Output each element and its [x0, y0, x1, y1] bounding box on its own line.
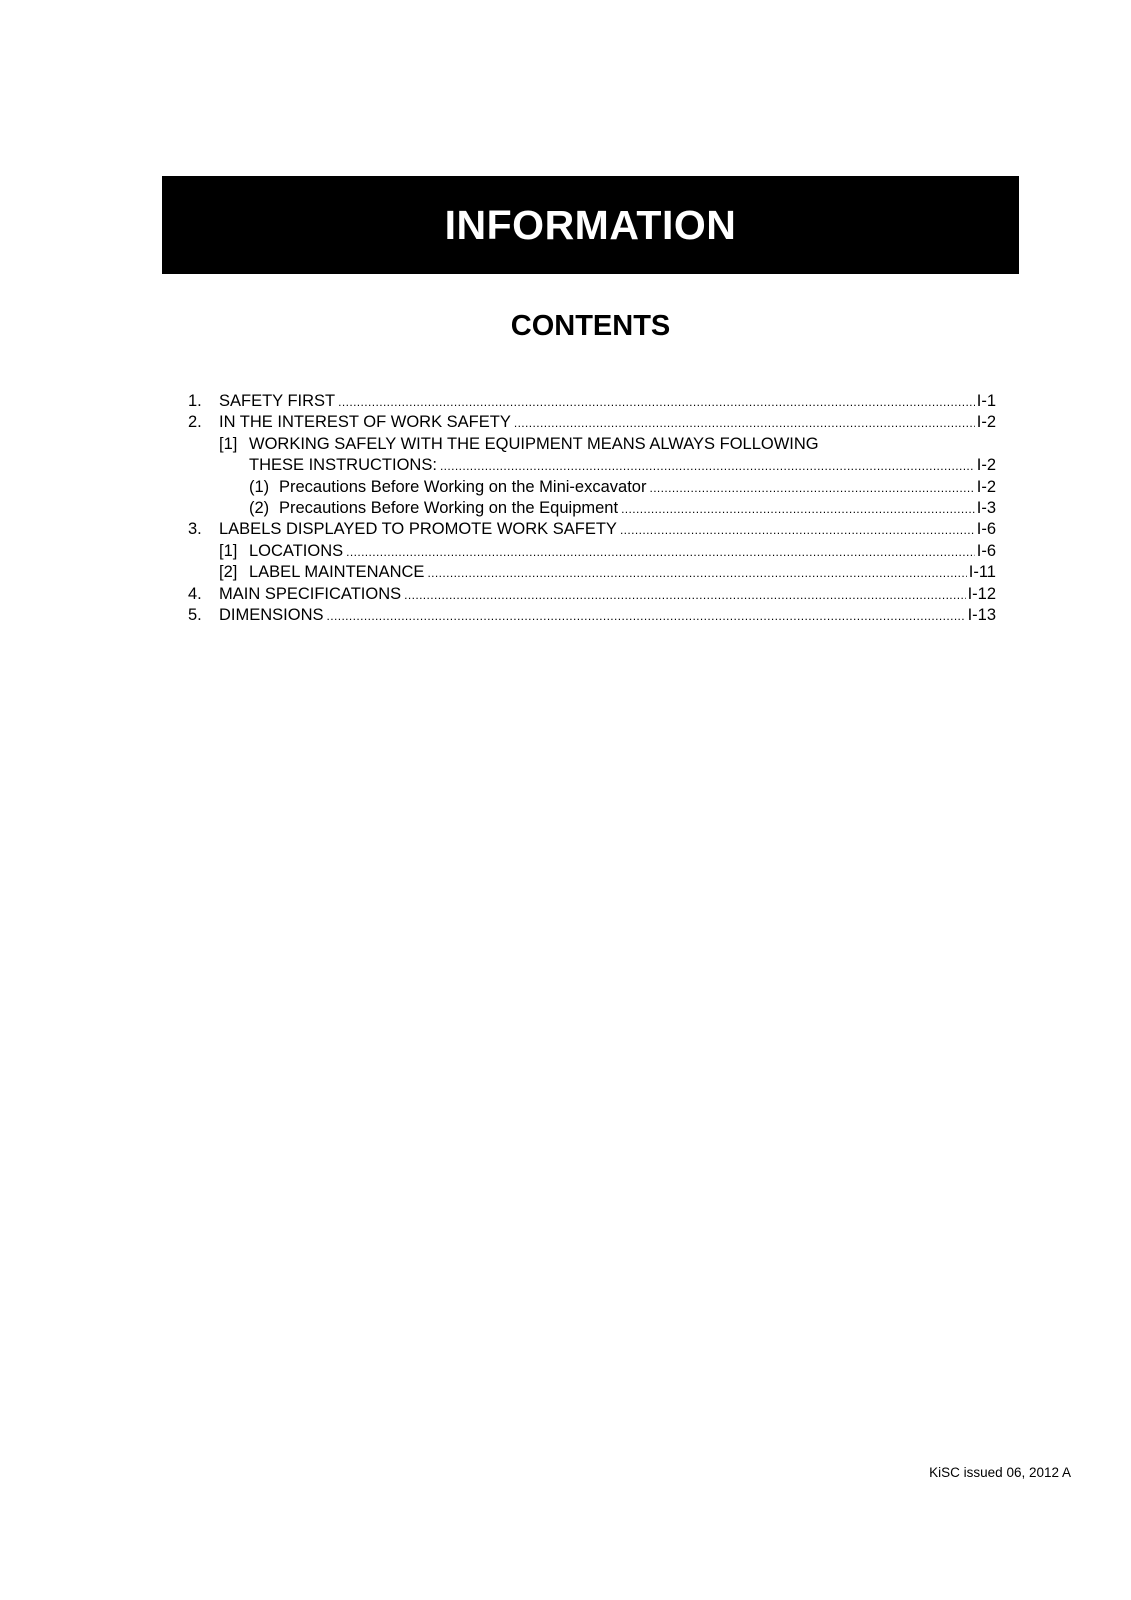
toc-entry-working-safely[interactable] [188, 434, 996, 455]
toc-entry-number: 4. [188, 584, 202, 603]
section-banner [162, 176, 1019, 274]
toc-dot-leader [338, 392, 975, 413]
toc-dot-leader [620, 520, 975, 541]
toc-entry-title: LOCATIONS [249, 541, 344, 560]
contents-heading: CONTENTS [510, 310, 671, 342]
toc-dot-leader [427, 563, 966, 584]
toc-entry-number: (1) [249, 477, 270, 496]
toc-entry-title: SAFETY FIRST [219, 392, 336, 410]
toc-dot-leader [514, 413, 975, 434]
toc-entry-page: I-11 [968, 563, 996, 582]
toc-entry-page: I-2 [976, 413, 996, 432]
toc-entry-number: [1] [219, 434, 238, 453]
toc-dot-leader [649, 478, 974, 499]
toc-entry-page: I-2 [976, 477, 996, 496]
toc-dot-leader [404, 585, 965, 606]
toc-entry-number: [1] [219, 541, 238, 560]
toc-entry-working-safely-continued[interactable] [188, 455, 996, 476]
toc-dot-leader [440, 456, 975, 477]
toc-entry-title: LABEL MAINTENANCE [249, 563, 425, 582]
toc-entry-title: THESE INSTRUCTIONS: [249, 456, 437, 475]
toc-entry-title: MAIN SPECIFICATIONS [219, 584, 402, 603]
toc-entry-title: WORKING SAFELY WITH THE EQUIPMENT MEANS ALWAYS FOLLOWING [249, 434, 819, 453]
toc-entry-page: I-6 [976, 520, 996, 539]
toc-entry-page: I-6 [976, 541, 996, 560]
toc-entry-work-safety[interactable] [188, 412, 996, 433]
toc-dot-leader [346, 542, 975, 563]
toc-entry-number: 5. [188, 605, 202, 624]
toc-entry-number: 1. [188, 392, 202, 410]
toc-entry-locations[interactable] [188, 541, 996, 562]
toc-entry-page: I-1 [976, 392, 996, 410]
toc-entry-number: (2) [249, 498, 270, 517]
toc-entry-number: 2. [188, 413, 202, 432]
toc-entry-title: LABELS DISPLAYED TO PROMOTE WORK SAFETY [219, 520, 617, 539]
toc-entry-title: Precautions Before Working on the Mini-excavator [279, 477, 647, 496]
toc-dot-leader [327, 606, 966, 627]
toc-entry-precautions-mini-excavator[interactable] [188, 477, 996, 498]
toc-entry-precautions-equipment[interactable] [188, 498, 996, 519]
toc-entry-page: I-12 [967, 584, 996, 603]
toc-entry-labels[interactable] [188, 519, 996, 540]
section-title: INFORMATION [444, 201, 737, 248]
toc-entry-title: Precautions Before Working on the Equipment [279, 498, 619, 517]
toc-entry-main-specifications[interactable] [188, 584, 996, 605]
toc-entry-safety-first[interactable] [188, 391, 996, 412]
issue-footer: KiSC issued 06, 2012 A [929, 1465, 1071, 1480]
toc-entry-title: IN THE INTEREST OF WORK SAFETY [219, 413, 511, 432]
toc-entry-dimensions[interactable] [188, 605, 996, 626]
toc-dot-leader [621, 499, 975, 520]
toc-entry-label-maintenance[interactable] [188, 562, 996, 583]
table-of-contents [188, 391, 996, 626]
toc-entry-title: DIMENSIONS [219, 605, 324, 624]
toc-entry-number: [2] [219, 563, 238, 582]
toc-entry-page: I-2 [976, 456, 996, 475]
toc-entry-page: I-13 [967, 605, 996, 624]
toc-entry-page: I-3 [976, 498, 996, 517]
toc-entry-number: 3. [188, 520, 202, 539]
